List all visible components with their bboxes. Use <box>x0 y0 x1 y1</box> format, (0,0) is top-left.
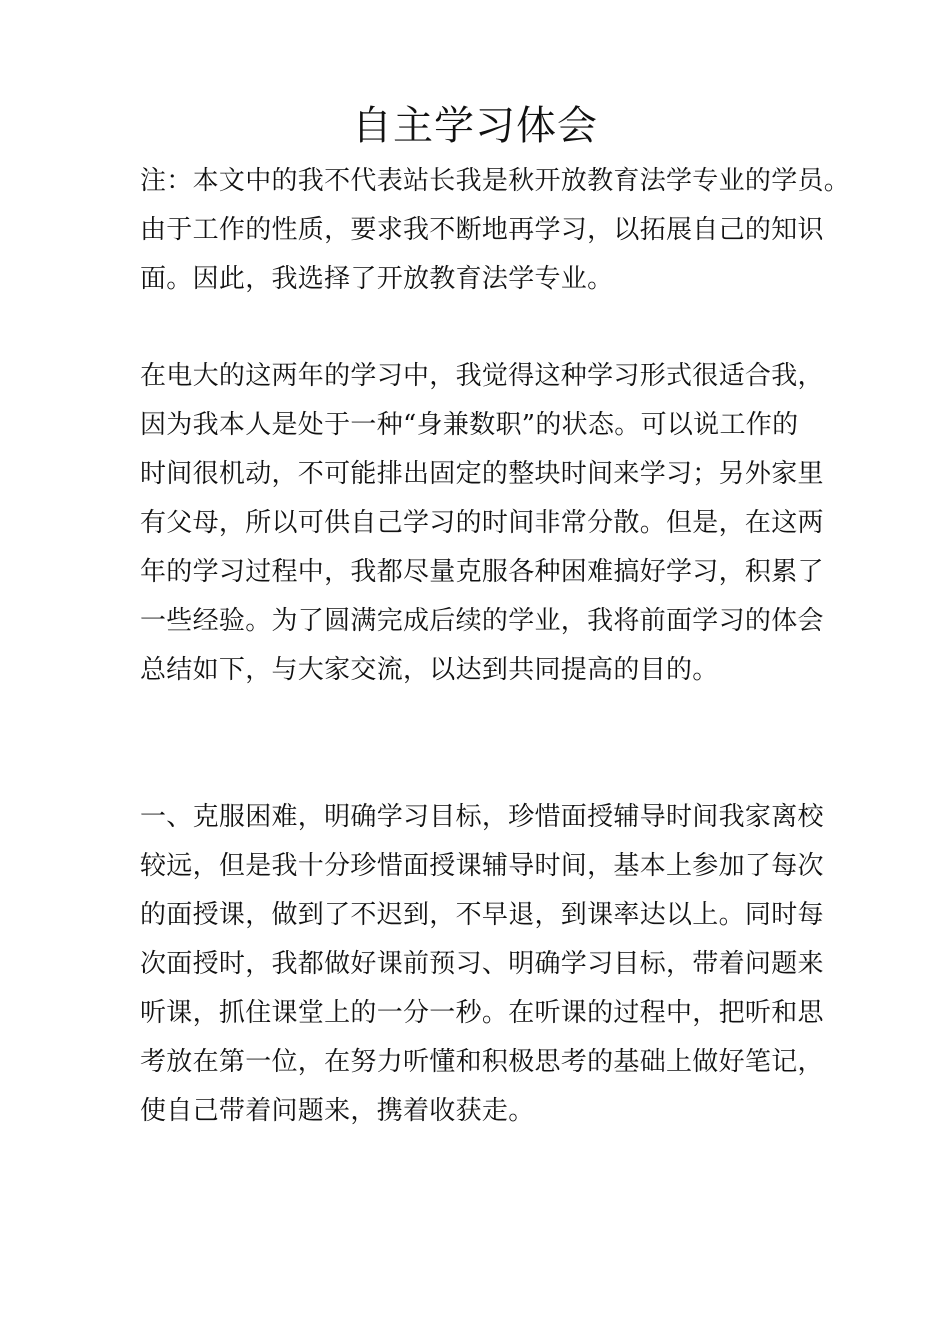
paragraph-2-line-3: 时间很机动，不可能排出固定的整块时间来学习；另外家里 <box>140 459 824 489</box>
paragraph-2-line-1: 在电大的这两年的学习中，我觉得这种学习形式很适合我， <box>140 361 824 391</box>
paragraph-1-line-3: 面。因此，我选择了开放教育法学专业。 <box>140 264 614 294</box>
paragraph-3-line-3: 的面授课，做到了不迟到，不早退，到课率达以上。同时每 <box>140 900 824 930</box>
document-title: 自主学习体会 <box>352 103 598 149</box>
paragraph-1-line-2: 由于工作的性质，要求我不断地再学习，以拓展自己的知识 <box>140 215 824 245</box>
paragraph-3-line-6: 考放在第一位，在努力听懂和积极思考的基础上做好笔记， <box>140 1047 824 1077</box>
paragraph-3-line-2: 较远，但是我十分珍惜面授课辅导时间，基本上参加了每次 <box>140 851 824 881</box>
paragraph-2-line-7: 总结如下，与大家交流，以达到共同提高的目的。 <box>140 655 719 685</box>
paragraph-1-line-1: 注：本文中的我不代表站长我是秋开放教育法学专业的学员。 <box>140 166 851 196</box>
paragraph-3-line-1: 一、克服困难，明确学习目标，珍惜面授辅导时间我家离校 <box>140 802 824 832</box>
paragraph-2-line-2: 因为我本人是处于一种“身兼数职”的状态。可以说工作的 <box>140 410 799 440</box>
paragraph-3-line-4: 次面授时，我都做好课前预习、明确学习目标，带着问题来 <box>140 949 824 979</box>
paragraph-2-line-5: 年的学习过程中，我都尽量克服各种困难搞好学习，积累了 <box>140 557 824 587</box>
paragraph-3-line-5: 听课，抓住课堂上的一分一秒。在听课的过程中，把听和思 <box>140 998 824 1028</box>
paragraph-2-line-4: 有父母，所以可供自己学习的时间非常分散。但是，在这两 <box>140 508 824 538</box>
paragraph-2-line-6: 一些经验。为了圆满完成后续的学业，我将前面学习的体会 <box>140 606 824 636</box>
paragraph-3-line-7: 使自己带着问题来，携着收获走。 <box>140 1096 535 1126</box>
